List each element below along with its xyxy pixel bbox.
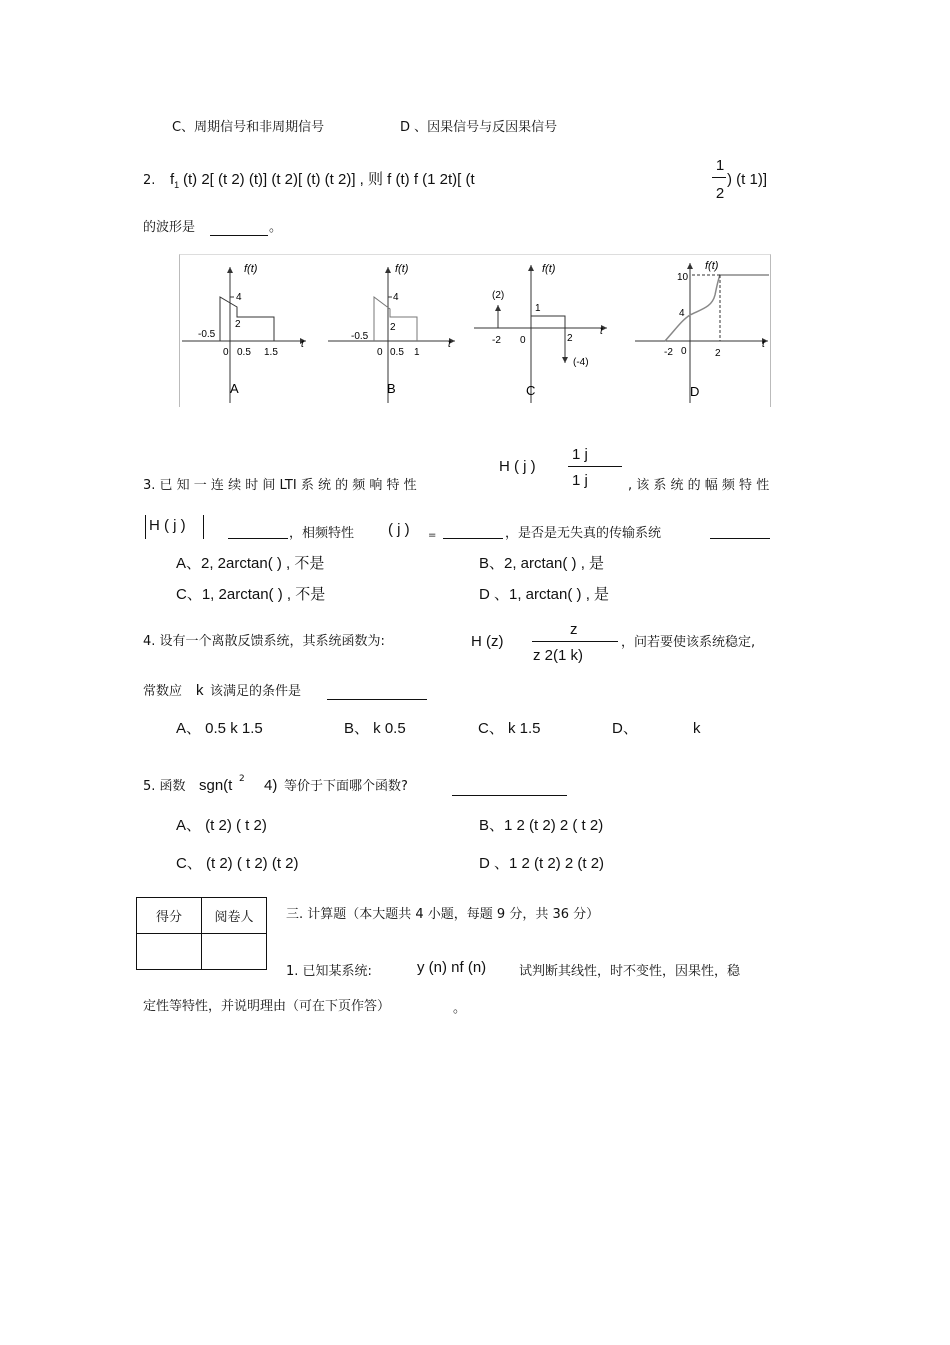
q4-frac-num: z — [570, 621, 578, 638]
graph-d-y10: 10 — [677, 272, 689, 283]
graph-a-y4: 4 — [236, 292, 242, 303]
q3-option-a: A、2, 2arctan( ) , 不是 — [176, 555, 325, 572]
q5-option-c: C、 (t 2) ( t 2) (t 2) — [176, 855, 299, 872]
q3-option-c: C、1, 2arctan( ) , 不是 — [176, 586, 326, 603]
graph-b — [328, 263, 455, 403]
graph-a-tlabel: t — [301, 339, 304, 350]
score-table — [136, 897, 267, 970]
q3-magnitude: H ( j ) — [149, 517, 186, 534]
calc-q1-tail: 试判断其线性，时不变性，因果性，稳 — [519, 964, 741, 979]
graph-b-y4: 4 — [393, 292, 399, 303]
q2-waveform-figure — [179, 254, 771, 407]
q3-phase-blank[interactable] — [443, 538, 503, 539]
graph-b-x0: 0 — [377, 347, 383, 358]
q2-line2-end: 。 — [269, 220, 283, 235]
graph-c-tlabel: t — [600, 326, 603, 337]
q2-frac-bar — [712, 177, 726, 178]
q4-k: k — [196, 682, 204, 699]
section3-title: 三. 计算题（本大题共 4 小题，每题 9 分，共 36 分） — [286, 907, 600, 922]
grader-cell[interactable] — [202, 934, 267, 970]
q5-line1: 5. 函数 — [143, 779, 186, 794]
q1-option-d: D 、因果信号与反因果信号 — [400, 120, 558, 135]
q4-line2: 常数应 — [143, 684, 183, 699]
calc-q1-line2: 定性等特性，并说明理由（可在下页作答） — [143, 999, 391, 1014]
q3-option-b: B、2, arctan( ) , 是 — [479, 555, 605, 572]
graph-d-y4: 4 — [679, 308, 685, 319]
graph-d-x2: 2 — [715, 348, 721, 359]
q3-frac-den: 1 j — [572, 472, 588, 489]
graph-a-label: A — [230, 381, 239, 396]
graph-d — [635, 260, 769, 403]
q4-option-a: A、 0.5 k 1.5 — [176, 720, 263, 737]
graph-a-x0: 0 — [223, 347, 229, 358]
graph-b-xm: -0.5 — [351, 331, 369, 342]
graph-b-x1: 0.5 — [390, 347, 404, 358]
q3-abs-bar-right — [203, 515, 204, 539]
q3-frac-bar — [568, 466, 622, 467]
graph-d-x0: 0 — [681, 346, 687, 357]
graph-c-xm: -2 — [492, 335, 501, 346]
q4-line1: 4. 设有一个离散反馈系统，其系统函数为: — [143, 634, 385, 649]
graph-d-yname: f(t) — [705, 260, 719, 272]
q2-answer-blank[interactable] — [210, 235, 268, 236]
graph-b-y2: 2 — [390, 322, 396, 333]
q1-option-c: C、周期信号和非周期信号 — [172, 120, 325, 135]
q2-frac-den: 2 — [715, 185, 725, 202]
q4-answer-blank[interactable] — [327, 699, 427, 700]
graph-a-x2: 1.5 — [264, 347, 278, 358]
graph-b-tlabel: t — [448, 339, 451, 350]
graph-c-label: C — [526, 383, 536, 398]
q3-option-d: D 、1, arctan( ) , 是 — [479, 586, 610, 603]
q2-expression-tail: ) (t 1)] — [727, 171, 767, 188]
graph-b-label: B — [387, 381, 396, 396]
graph-c-imp-down: (-4) — [573, 357, 589, 368]
q3-equals: = — [428, 530, 437, 541]
q4-option-d-k: k — [693, 720, 701, 737]
graph-d-label: D — [690, 384, 700, 399]
q3-h-label: H ( j ) — [499, 458, 536, 475]
q4-h: H (z) — [471, 633, 504, 650]
q3-distortionless-blank[interactable] — [710, 538, 770, 539]
q3-line1-end: , 该 系 统 的 幅 频 特 性 — [628, 478, 770, 493]
q4-line2-end: 该满足的条件是 — [210, 684, 302, 699]
q5-line1-end: 等价于下面哪个函数? — [284, 779, 408, 794]
graph-a-xm: -0.5 — [198, 329, 216, 340]
q2-line2: 的波形是 — [143, 220, 196, 235]
waveform-graphs — [180, 255, 770, 407]
q2-frac-num: 1 — [715, 157, 725, 174]
graph-a-x1: 0.5 — [237, 347, 251, 358]
graph-b-yname: f(t) — [395, 263, 409, 275]
q4-option-d: D、 — [612, 720, 638, 737]
graph-c — [474, 263, 607, 403]
q3-frac-num: 1 j — [572, 446, 588, 463]
q4-frac-den: z 2(1 k) — [533, 647, 584, 664]
graph-c-x2: 2 — [567, 333, 573, 344]
q5-answer-blank[interactable] — [452, 795, 567, 796]
graph-c-x0: 0 — [520, 335, 526, 346]
calc-q1-end: 。 — [453, 1001, 467, 1016]
graph-c-y1: 1 — [535, 303, 541, 314]
graph-a — [182, 263, 306, 403]
q4-frac-bar — [532, 641, 618, 642]
q5-option-a: A、 (t 2) ( t 2) — [176, 817, 267, 834]
q4-option-b: B、 k 0.5 — [344, 720, 406, 737]
q3-magnitude-blank[interactable] — [228, 538, 288, 539]
q3-phase-label: ，相频特性 — [289, 526, 355, 541]
graph-c-imp-up: (2) — [492, 290, 505, 301]
q5-option-b: B、1 2 (t 2) 2 ( t 2) — [479, 817, 604, 834]
q2-number: 2. — [143, 173, 156, 188]
score-header: 得分 — [137, 898, 202, 934]
q3-phase: ( j ) — [388, 521, 410, 538]
calc-q1-prefix: 1. 已知某系统: — [286, 964, 372, 979]
graph-d-tlabel: t — [762, 339, 765, 350]
q4-option-c: C、 k 1.5 — [478, 720, 541, 737]
q5-option-d: D 、1 2 (t 2) 2 (t 2) — [479, 855, 605, 872]
q5-sgn: sgn(t — [199, 777, 233, 794]
graph-a-yname: f(t) — [244, 263, 258, 275]
q3-line2-end: ，是否是无失真的传输系统 — [505, 526, 662, 541]
q3-line1: 3. 已 知 一 连 续 时 间 LTI 系 统 的 频 响 特 性 — [143, 478, 417, 493]
q3-abs-bar-left — [145, 515, 146, 539]
q4-line1-end: ，问若要使该系统稳定, — [621, 635, 756, 650]
calc-q1-expr: y (n) nf (n) — [417, 959, 487, 976]
q5-tail: 4) — [264, 777, 278, 794]
graph-b-x2: 1 — [414, 347, 420, 358]
q2-expression: (t) 2[ (t 2) (t)] (t 2)[ (t) (t 2)] , 则 f (t) f (1 2t)[ (t — [183, 171, 475, 188]
grader-header: 阅卷人 — [202, 898, 267, 934]
graph-d-xm: -2 — [664, 347, 673, 358]
score-cell[interactable] — [137, 934, 202, 970]
q5-sup: 2 — [239, 774, 245, 784]
graph-a-y2: 2 — [235, 319, 241, 330]
q2-f1: $f_1$ — [170, 171, 180, 190]
graph-c-yname: f(t) — [542, 263, 556, 275]
